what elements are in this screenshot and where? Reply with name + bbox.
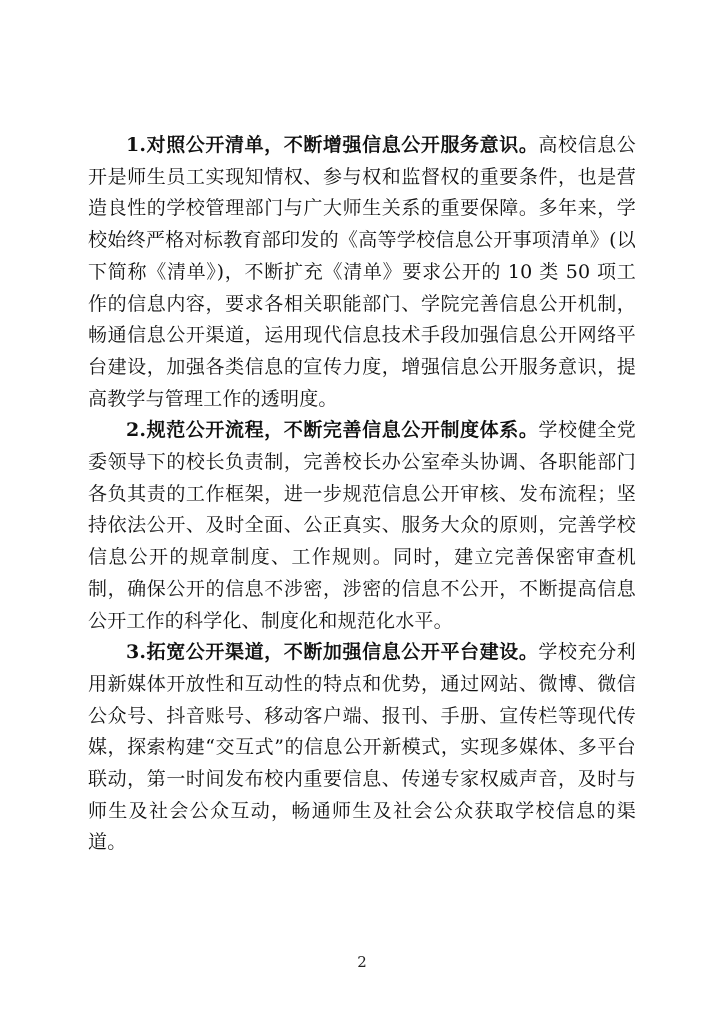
paragraph-1 — [88, 130, 636, 415]
paragraph-3-heading: 3.拓宽公开渠道，不断加强信息公开平台建设。 — [126, 641, 539, 664]
paragraph-3 — [88, 637, 636, 859]
paragraph-2 — [88, 415, 636, 637]
paragraph-2-heading: 2.规范公开流程，不断完善信息公开制度体系。 — [126, 419, 539, 442]
paragraph-1-text: 高校信息公开是师生员工实现知情权、参与权和监督权的重要条件，也是营造良性的学校管理部门与广大师生关系的重要保障。多年来，学校始终严格对标教育部印发的《高等学校信息公开事项清单》(以下简称《清单》)，不断扩充《清单》要求公开的 10 类 50 项工作的信息内容，要求各相关职能部门、学院完善信息公开机制，畅通信息公开渠道，运用现代信息技术手段加强信息公开网络平台建设，加强各类信息的宣传力度，增强信息公开服务意识，提高教学与管理工作的透明度。 — [88, 134, 636, 410]
paragraph-1-heading: 1.对照公开清单，不断增强信息公开服务意识。 — [126, 134, 539, 156]
document-body — [88, 130, 636, 859]
paragraph-3-text: 学校充分利用新媒体开放性和互动性的特点和优势，通过网站、微博、微信公众号、抖音账号、移动客户端、报刊、手册、宣传栏等现代传媒，探索构建“交互式”的信息公开新模式，实现多媒体、多平台联动，第一时间发布校内重要信息、传递专家权威声音，及时与师生及社会公众互动，畅通师生及社会公众获取学校信息的渠道。 — [88, 641, 636, 854]
page-number: 2 — [357, 953, 367, 971]
paragraph-2-text: 学校健全党委领导下的校长负责制，完善校长办公室牵头协调、各职能部门各负其责的工作框架，进一步规范信息公开审核、发布流程；坚持依法公开、及时全面、公正真实、服务大众的原则，完善学校信息公开的规章制度、工作规则。同时，建立完善保密审查机制，确保公开的信息不涉密，涉密的信息不公开，不断提高信息公开工作的科学化、制度化和规范化水平。 — [88, 419, 636, 632]
